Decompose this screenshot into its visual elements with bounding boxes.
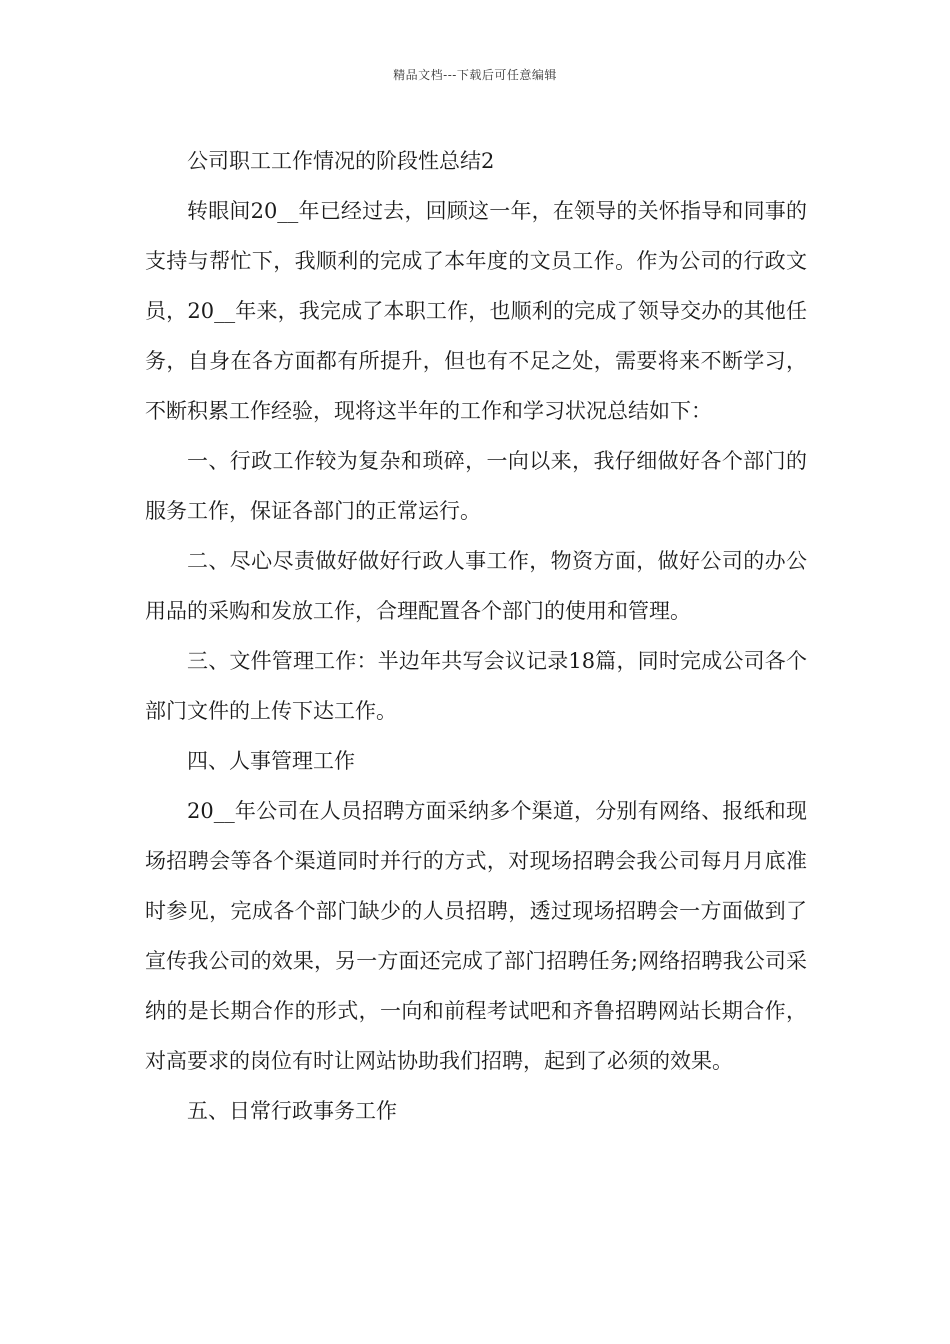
paragraph-section-4-body: 20__年公司在人员招聘方面采纳多个渠道，分别有网络、报纸和现场招聘会等各个渠道同时并行的方式，对现场招聘会我公司每月月底准时参见，完成各个部门缺少的人员招聘，透过现场招聘会一方面做到了宣传我公司的效果，另一方面还完成了部门招聘任务;网络招聘我公司采纳的是长期合作的形式，一向和前程考试吧和齐鲁招聘网站长期合作，对高要求的岗位有时让网站协助我们招聘，起到了必须的效果。 [145, 799, 807, 1073]
paragraph-section-3: 三、文件管理工作：半边年共写会议记录18篇，同时完成公司各个部门文件的上传下达工作。 [145, 649, 807, 723]
page-header: 精品文档---下载后可任意编辑 [393, 68, 557, 82]
paragraph-intro: 转眼间20__年已经过去，回顾这一年，在领导的关怀指导和同事的支持与帮忙下，我顺利的完成了本年度的文员工作。作为公司的行政文员，20__年来，我完成了本职工作，也顺利的完成了领导交办的其他任务，自身在各方面都有所提升，但也有不足之处，需要将来不断学习，不断积累工作经验，现将这半年的工作和学习状况总结如下： [145, 199, 807, 423]
paragraph-section-2: 二、尽心尽责做好做好行政人事工作，物资方面，做好公司的办公用品的采购和发放工作，合理配置各个部门的使用和管理。 [145, 549, 807, 623]
section-heading-4: 四、人事管理工作 [187, 749, 355, 773]
document-body [145, 136, 807, 1136]
section-heading-5: 五、日常行政事务工作 [187, 1099, 397, 1123]
paragraph-section-1: 一、行政工作较为复杂和琐碎，一向以来，我仔细做好各个部门的服务工作，保证各部门的正常运行。 [145, 449, 807, 523]
document-title: 公司职工工作情况的阶段性总结2 [187, 149, 495, 173]
